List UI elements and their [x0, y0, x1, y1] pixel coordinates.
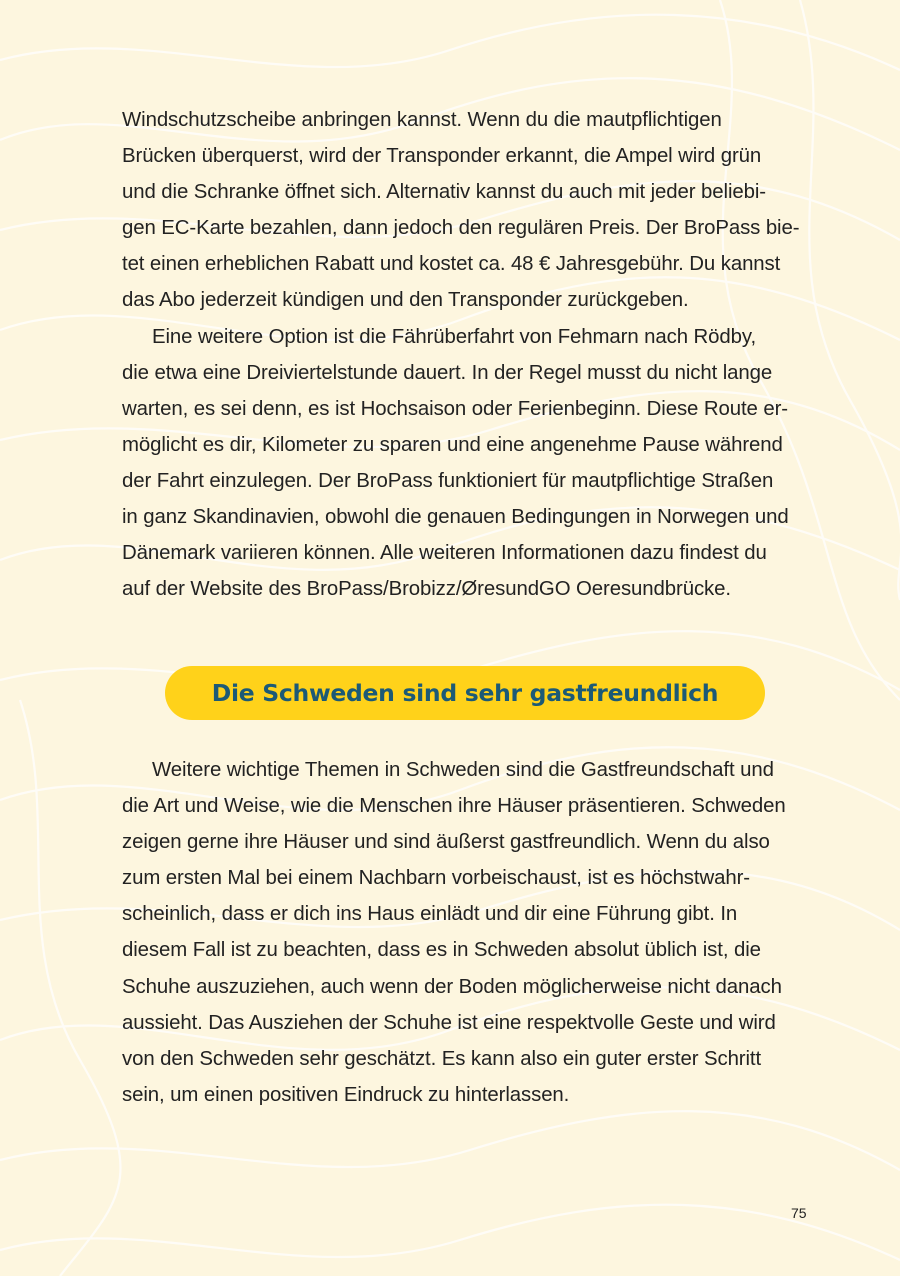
text-line: das Abo jederzeit kündigen und den Transponder zurückgeben. [122, 289, 689, 312]
text-line: von den Schweden sehr geschätzt. Es kann also ein guter erster Schritt [122, 1047, 762, 1070]
text-line: möglicht es dir, Kilometer zu sparen und eine angenehme Pause während [122, 433, 783, 456]
text-line: sein, um einen positiven Eindruck zu hinterlassen. [122, 1083, 570, 1106]
paragraph-hospitality [122, 752, 812, 1113]
body-text-section-1 [122, 102, 812, 607]
text-line: die Art und Weise, wie die Menschen ihre Häuser präsentieren. Schweden [122, 795, 786, 818]
text-line: Schuhe auszuziehen, auch wenn der Boden möglicherweise nicht danach [122, 975, 782, 998]
text-line: in ganz Skandinavien, obwohl die genauen Bedingungen in Norwegen und [122, 506, 789, 529]
section-heading-banner [165, 666, 765, 720]
text-line: auf der Website des BroPass/Brobizz/ØresundGO Oeresundbrücke. [122, 578, 731, 601]
text-line: die etwa eine Dreiviertelstunde dauert. In der Regel musst du nicht lange [122, 361, 773, 384]
section-heading: Die Schweden sind sehr gastfreundlich [211, 679, 719, 707]
text-line: Weitere wichtige Themen in Schweden sind die Gastfreundschaft und [152, 759, 774, 781]
page-number: 75 [791, 1205, 807, 1221]
text-line: aussieht. Das Ausziehen der Schuhe ist eine respektvolle Geste und wird [122, 1011, 776, 1034]
text-line: tet einen erheblichen Rabatt und kostet ca. 48 € Jahresgebühr. Du kannst [122, 253, 781, 276]
body-text-section-2 [122, 752, 812, 1113]
text-line: warten, es sei denn, es ist Hochsaison oder Ferienbeginn. Diese Route er- [122, 397, 788, 420]
text-line: Brücken überquerst, wird der Transponder erkannt, die Ampel wird grün [122, 145, 762, 168]
text-line: Windschutzscheibe anbringen kannst. Wenn du die mautpflichtigen [122, 109, 722, 131]
paragraph-ferry [122, 319, 812, 608]
text-line: Dänemark variieren können. Alle weiteren Informationen dazu findest du [122, 542, 767, 565]
text-line: zum ersten Mal bei einem Nachbarn vorbeischaust, ist es höchstwahr- [122, 867, 750, 890]
text-line: scheinlich, dass er dich ins Haus einlädt und dir eine Führung gibt. In [122, 903, 738, 926]
paragraph-bropass [122, 102, 812, 319]
text-line: der Fahrt einzulegen. Der BroPass funktioniert für mautpflichtige Straßen [122, 469, 774, 492]
text-line: diesem Fall ist zu beachten, dass es in Schweden absolut üblich ist, die [122, 939, 761, 962]
text-line: und die Schranke öffnet sich. Alternativ kannst du auch mit jeder beliebi- [122, 181, 766, 204]
text-line: Eine weitere Option ist die Fährüberfahrt von Fehmarn nach Rödby, [152, 325, 757, 348]
text-line: zeigen gerne ihre Häuser und sind äußerst gastfreundlich. Wenn du also [122, 831, 770, 854]
text-line: gen EC-Karte bezahlen, dann jedoch den regulären Preis. Der BroPass bie- [122, 217, 800, 240]
